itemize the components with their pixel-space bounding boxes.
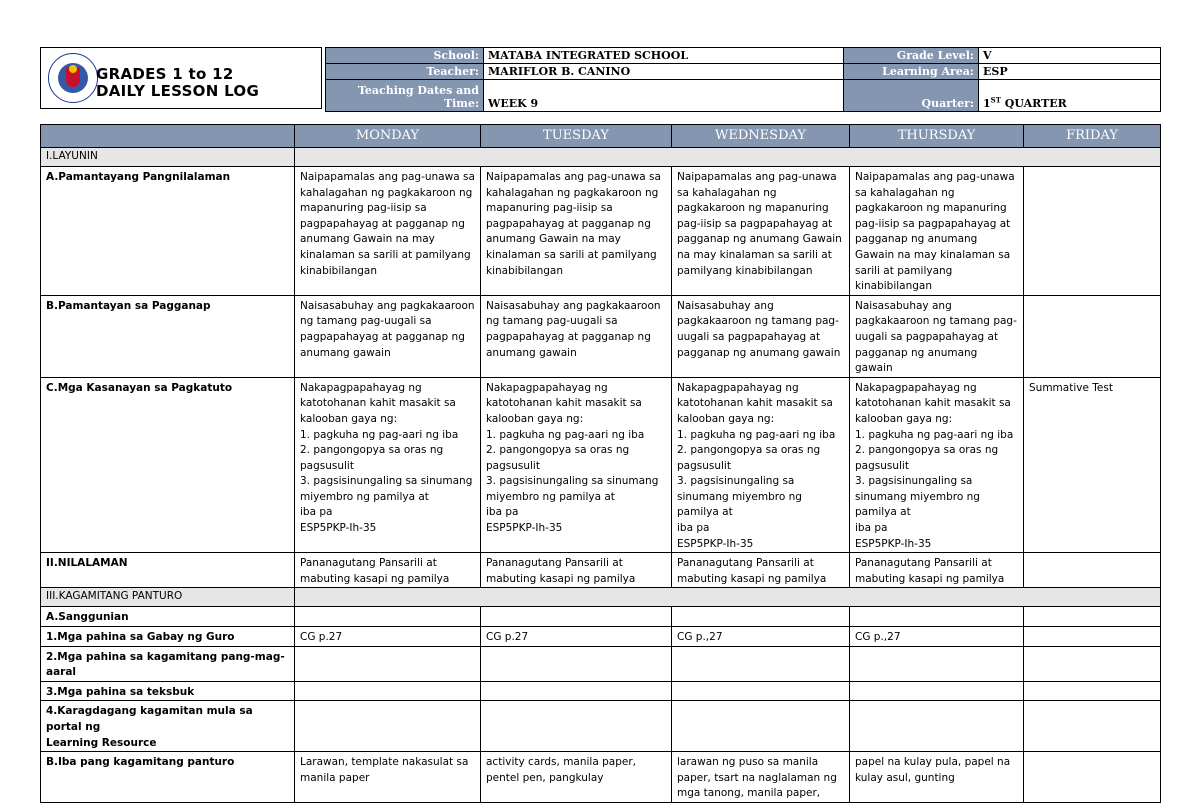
table-row: [41, 627, 1161, 647]
row-label: I.LAYUNIN: [41, 148, 295, 167]
table-cell-friday: [1024, 646, 1161, 681]
section-fill: [295, 148, 1161, 167]
table-cell-monday: Nakapagpapahayag ng katotohanan kahit masakit sa kalooban gaya ng: 1. pagkuha ng pag-aari ng iba 2. pangongopya sa oras ng pagsusulit 3. pagsisinungaling sa sinumang miyembro ng pamilya at iba pa ESP5PKP-Ih-35: [295, 377, 481, 553]
teacher-label: Teacher:: [326, 64, 484, 80]
table-cell-thursday: [850, 701, 1024, 752]
section-kagamitang-panturo: [41, 588, 1161, 607]
table-cell-friday: Summative Test: [1024, 377, 1161, 553]
section-layunin: [41, 148, 1161, 167]
document-title: GRADES 1 to 12 DAILY LESSON LOG: [96, 65, 260, 100]
table-cell-wednesday: [672, 646, 850, 681]
table-cell-friday: [1024, 681, 1161, 701]
table-cell-thursday: [850, 607, 1024, 627]
table-cell-monday: [295, 701, 481, 752]
table-cell-tuesday: Naisasabuhay ang pagkakaaroon ng tamang pag-uugali sa pagpapahayag at pagganap ng anumang gawain: [481, 295, 672, 377]
table-row: [41, 295, 1161, 377]
row-label: II.NILALAMAN: [41, 553, 295, 588]
table-cell-thursday: Nakapagpapahayag ng katotohanan kahit masakit sa kalooban gaya ng: 1. pagkuha ng pag-aari ng iba 2. pangongopya sa oras ng pagsusulit 3. pagsisinungaling sa sinumang miyembro ng pamilya at iba pa ESP5PKP-Ih-35: [850, 377, 1024, 553]
school-label: School:: [326, 48, 484, 64]
table-cell-thursday: [850, 646, 1024, 681]
table-row: [41, 752, 1161, 803]
quarter-label: Quarter:: [844, 80, 979, 112]
table-cell-monday: [295, 646, 481, 681]
table-cell-monday: Naisasabuhay ang pagkakaaroon ng tamang pag-uugali sa pagpapahayag at pagganap ng anumang gawain: [295, 295, 481, 377]
table-cell-monday: Larawan, template nakasulat sa manila paper: [295, 752, 481, 803]
table-cell-wednesday: [672, 701, 850, 752]
table-cell-wednesday: Naisasabuhay ang pagkakaaroon ng tamang pag- uugali sa pagpapahayag at pagganap ng anumang gawain: [672, 295, 850, 377]
row-label: 1.Mga pahina sa Gabay ng Guro: [41, 627, 295, 647]
table-cell-friday: [1024, 295, 1161, 377]
table-cell-monday: Pananagutang Pansarili at mabuting kasapi ng pamilya: [295, 553, 481, 588]
table-row: [41, 553, 1161, 588]
row-label: 2.Mga pahina sa kagamitang pang-mag-aaral: [41, 646, 295, 681]
corner-cell: [41, 125, 295, 148]
teaching-dates-label: Teaching Dates and Time:: [326, 80, 484, 112]
table-row: [41, 646, 1161, 681]
row-label: III.KAGAMITANG PANTURO: [41, 588, 295, 607]
table-row: [41, 167, 1161, 296]
table-cell-tuesday: Naipapamalas ang pag-unawa sa kahalagahan ng pagkakaroon ng mapanuring pag-iisip sa pagpapahayag at pagganap ng anumang Gawain na may kinalaman sa sarili at pamilyang kinabibilangan: [481, 167, 672, 296]
table-cell-wednesday: [672, 681, 850, 701]
table-cell-thursday: Naipapamalas ang pag-unawa sa kahalagahan ng pagkakaroon ng mapanuring pag-iisip sa pagpapahayag at pagganap ng anumang Gawain na may kinalaman sa sarili at pamilyang kinabibilangan: [850, 167, 1024, 296]
quarter-value: 1ST QUARTER: [979, 80, 1161, 112]
table-cell-monday: CG p.27: [295, 627, 481, 647]
header-info-table: [325, 47, 1161, 112]
table-cell-friday: [1024, 553, 1161, 588]
section-fill: [295, 588, 1161, 607]
table-cell-tuesday: Pananagutang Pansarili at mabuting kasapi ng pamilya: [481, 553, 672, 588]
table-cell-wednesday: Pananagutang Pansarili at mabuting kasapi ng pamilya: [672, 553, 850, 588]
table-cell-tuesday: Nakapagpapahayag ng katotohanan kahit masakit sa kalooban gaya ng: 1. pagkuha ng pag-aari ng iba 2. pangongopya sa oras ng pagsusulit 3. pagsisinungaling sa sinumang miyembro ng pamilya at iba pa ESP5PKP-Ih-35: [481, 377, 672, 553]
table-cell-thursday: Naisasabuhay ang pagkakaaroon ng tamang pag- uugali sa pagpapahayag at pagganap ng anumang gawain: [850, 295, 1024, 377]
table-row: [41, 681, 1161, 701]
table-cell-thursday: [850, 681, 1024, 701]
row-label: A.Sanggunian: [41, 607, 295, 627]
table-cell-tuesday: [481, 701, 672, 752]
teaching-dates-value: WEEK 9: [484, 80, 844, 112]
row-label: B.Pamantayan sa Pagganap: [41, 295, 295, 377]
table-cell-wednesday: larawan ng puso sa manila paper, tsart na naglalaman ng mga tanong, manila paper,: [672, 752, 850, 803]
table-cell-tuesday: [481, 607, 672, 627]
table-cell-friday: [1024, 752, 1161, 803]
lesson-log-table: [40, 124, 1161, 803]
table-cell-monday: [295, 607, 481, 627]
table-cell-monday: Naipapamalas ang pag-unawa sa kahalagahan ng pagkakaroon ng mapanuring pag-iisip sa pagpapahayag at pagganap ng anumang Gawain na may kinalaman sa sarili at pamilyang kinabibilangan: [295, 167, 481, 296]
day-header-wednesday: WEDNESDAY: [672, 125, 850, 148]
table-row: [41, 607, 1161, 627]
table-cell-tuesday: activity cards, manila paper, pentel pen, pangkulay: [481, 752, 672, 803]
table-cell-wednesday: CG p.,27: [672, 627, 850, 647]
day-header-thursday: THURSDAY: [850, 125, 1024, 148]
school-value: MATABA INTEGRATED SCHOOL: [484, 48, 844, 64]
table-row: [41, 377, 1161, 553]
table-cell-wednesday: Naipapamalas ang pag-unawa sa kahalagahan ng pagkakaroon ng mapanuring pag-iisip sa pagpapahayag at pagganap ng anumang Gawain na may kinalaman sa sarili at pamilyang kinabibilangan: [672, 167, 850, 296]
table-cell-wednesday: Nakapagpapahayag ng katotohanan kahit masakit sa kalooban gaya ng: 1. pagkuha ng pag-aari ng iba 2. pangongopya sa oras ng pagsusulit 3. pagsisinungaling sa sinumang miyembro ng pamilya at iba pa ESP5PKP-Ih-35: [672, 377, 850, 553]
table-cell-friday: [1024, 701, 1161, 752]
table-cell-tuesday: [481, 681, 672, 701]
table-cell-tuesday: [481, 646, 672, 681]
teacher-value: MARIFLOR B. CANINO: [484, 64, 844, 80]
grade-level-value: V: [979, 48, 1161, 64]
table-cell-thursday: CG p.,27: [850, 627, 1024, 647]
learning-area-label: Learning Area:: [844, 64, 979, 80]
table-cell-friday: [1024, 167, 1161, 296]
day-header-monday: MONDAY: [295, 125, 481, 148]
table-cell-tuesday: CG p.27: [481, 627, 672, 647]
row-label: 4.Karagdagang kagamitan mula sa portal ng Learning Resource: [41, 701, 295, 752]
row-label: 3.Mga pahina sa teksbuk: [41, 681, 295, 701]
table-cell-monday: [295, 681, 481, 701]
day-header-row: [41, 125, 1161, 148]
table-cell-thursday: papel na kulay pula, papel na kulay asul, gunting: [850, 752, 1024, 803]
day-header-tuesday: TUESDAY: [481, 125, 672, 148]
row-label: B.Iba pang kagamitang panturo: [41, 752, 295, 803]
table-cell-friday: [1024, 607, 1161, 627]
table-cell-friday: [1024, 627, 1161, 647]
row-label: A.Pamantayang Pangnilalaman: [41, 167, 295, 296]
title-block: [40, 47, 322, 109]
table-cell-wednesday: [672, 607, 850, 627]
day-header-friday: FRIDAY: [1024, 125, 1161, 148]
grade-level-label: Grade Level:: [844, 48, 979, 64]
table-cell-thursday: Pananagutang Pansarili at mabuting kasapi ng pamilya: [850, 553, 1024, 588]
learning-area-value: ESP: [979, 64, 1161, 80]
row-label: C.Mga Kasanayan sa Pagkatuto: [41, 377, 295, 553]
deped-seal-icon: [48, 53, 98, 103]
table-row: [41, 701, 1161, 752]
